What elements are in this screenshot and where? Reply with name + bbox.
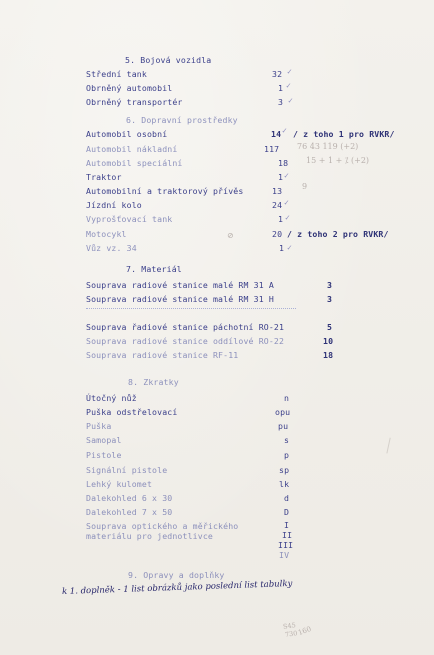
s6-row-2-label: Automobil nákladní: [86, 144, 178, 154]
s8-row-8-value: d: [284, 493, 290, 503]
check-mark-icon: ✓: [282, 125, 288, 135]
archive-mark-1: S45: [282, 621, 297, 631]
s8-row-1-label: Útočný nůž: [86, 393, 137, 403]
handwritten-note: k 1. doplněk - 1 list obrázků jako poslední list tabulky: [61, 578, 293, 597]
s7-row-2-label: Souprava radiové stanice malé RM 31 H: [86, 294, 274, 304]
s8-row-5-label: Pistole: [86, 450, 122, 460]
section-9-heading: 9. Opravy a doplňky: [128, 570, 225, 580]
s6-row-8-note: / z toho 2 pro RVKR/: [287, 229, 389, 239]
archive-mark-3: 160: [297, 624, 313, 638]
s6-row-2-value: 117: [264, 144, 280, 154]
s6-row-3-label: Automobil speciální: [86, 158, 183, 168]
s8-row-9-label: Dalekohled 7 x 50: [86, 507, 173, 517]
s6-row-2-pencil-note: 76 43 119 (+2): [297, 142, 359, 151]
s6-row-3-value: 18: [278, 158, 289, 168]
s6-row-9-label: Vůz vz. 34: [86, 243, 137, 253]
s8-row-6-label: Signální pistole: [86, 465, 168, 475]
s6-row-7-label: Vyprošťovací tank: [86, 214, 173, 224]
s6-row-5-label: Automobilní a traktorový přívěs: [86, 186, 244, 196]
s5-row-3-value: 3: [278, 97, 284, 107]
s6-row-5-value: 13: [272, 186, 283, 196]
s6-row-4-label: Traktor: [86, 172, 122, 182]
s8-row-6-value: sp: [279, 465, 290, 475]
check-mark-icon: ✓: [288, 95, 294, 105]
check-mark-icon: ✓: [284, 170, 290, 180]
s7-row-5-label: Souprava radiové stanice RF-11: [86, 350, 239, 360]
s5-row-2-value: 1: [278, 83, 284, 93]
s6-row-1-value: 14: [271, 129, 282, 139]
s7-row-4-value: 10: [323, 336, 334, 346]
s8-row-11-value: II: [282, 530, 293, 540]
paper-scratch-mark: [386, 438, 394, 455]
s7-row-3-value: 5: [327, 322, 333, 332]
s7-row-1-value: 3: [327, 280, 333, 290]
s6-row-9-value: 1: [279, 243, 285, 253]
s6-row-8-value: 20: [272, 229, 283, 239]
s8-row-8-label: Dalekohled 6 x 30: [86, 493, 173, 503]
check-mark-icon: ✓: [287, 242, 293, 252]
section-6-heading: 6. Dopravní prostředky: [126, 115, 238, 125]
s8-row-12-value: III: [278, 540, 294, 550]
s7-row-4-label: Souprava radiové stanice oddílové RO-22: [86, 336, 285, 346]
section-7-heading: 7. Materiál: [126, 264, 182, 274]
s6-row-6-value: 24: [272, 200, 283, 210]
s6-row-1-note: / z toho 1 pro RVKR/: [293, 129, 395, 139]
s6-row-6-label: Jízdní kolo: [86, 200, 142, 210]
check-mark-icon: ✓: [285, 212, 291, 222]
s8-row-7-label: Lehký kulomet: [86, 479, 153, 489]
s8-row-3-value: pu: [278, 421, 289, 431]
s6-row-8-pencil-mark: ⊘: [227, 231, 234, 240]
section-5-heading: 5. Bojová vozidla: [125, 55, 212, 65]
check-mark-icon: ✓: [284, 197, 290, 207]
s5-row-1-value: 32: [272, 69, 283, 79]
s8-row-10-value: I: [284, 520, 290, 530]
s8-row-2-value: opu: [275, 407, 291, 417]
s5-row-1-label: Střední tank: [86, 69, 147, 79]
s8-row-5-value: p: [284, 450, 290, 460]
s8-row-4-value: s: [284, 435, 290, 445]
faint-divider: [86, 308, 296, 309]
s6-row-1-label: Automobil osobní: [86, 129, 168, 139]
s6-row-3-pencil-note: 15 + 1 + ⁒ (+2): [306, 156, 370, 165]
s7-row-1-label: Souprava radiové stanice malé RM 31 A: [86, 280, 274, 290]
s7-row-3-label: Souprava řadiové stanice páchotní RO-21: [86, 322, 285, 332]
s6-row-7-value: 1: [278, 214, 284, 224]
s8-row-3-label: Puška: [86, 421, 112, 431]
s6-row-5-pencil-note: 9: [302, 182, 308, 191]
s7-row-2-value: 3: [327, 294, 333, 304]
s7-row-5-value: 18: [323, 350, 334, 360]
s8-row-10-label: Souprava optického a měřického: [86, 521, 239, 531]
s6-row-8-label: Motocykl: [86, 229, 127, 239]
s8-row-1-value: n: [284, 393, 290, 403]
s6-row-4-value: 1: [278, 172, 284, 182]
section-8-heading: 8. Zkratky: [128, 377, 179, 387]
check-mark-icon: ✓: [286, 80, 292, 90]
s8-row-13-value: IV: [279, 550, 290, 560]
s8-row-9-value: D: [284, 507, 290, 517]
s8-row-2-label: Puška odstřelovací: [86, 407, 178, 417]
s5-row-2-label: Obrněný automobil: [86, 83, 173, 93]
check-mark-icon: ✓: [287, 66, 293, 76]
s8-row-11-label: materiálu pro jednotlivce: [86, 531, 213, 541]
s8-row-7-value: lk: [279, 479, 290, 489]
s5-row-3-label: Obrněný transportér: [86, 97, 183, 107]
archive-mark-2: 730: [284, 629, 298, 639]
s8-row-4-label: Samopal: [86, 435, 122, 445]
